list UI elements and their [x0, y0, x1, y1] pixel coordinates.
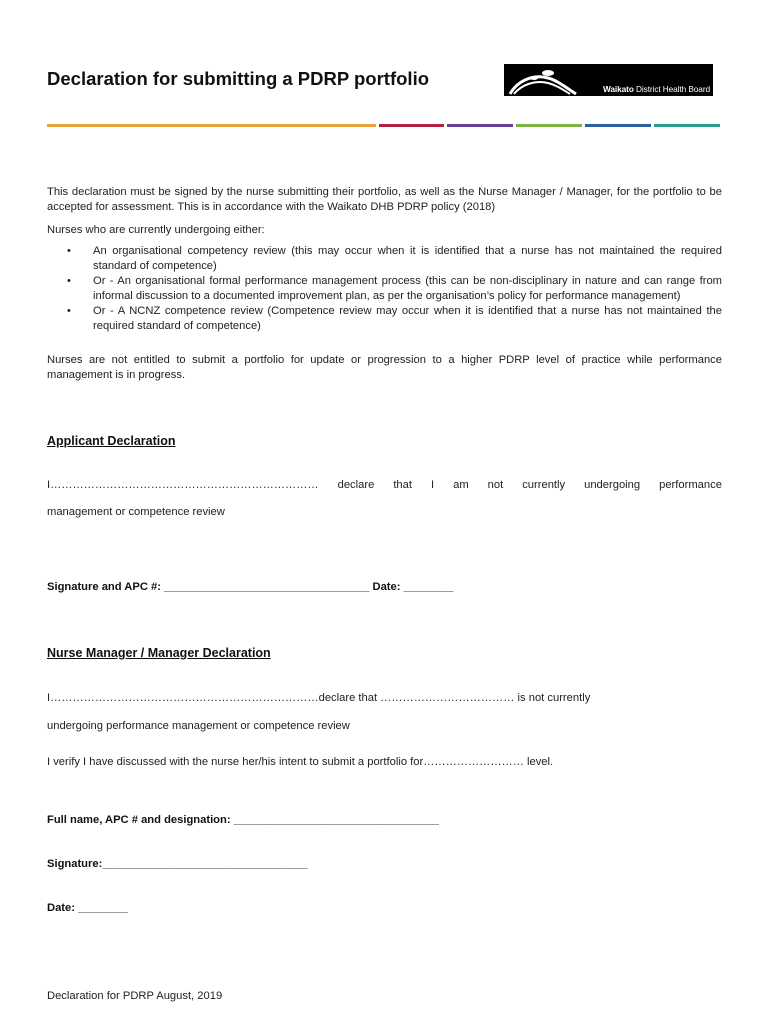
manager-declaration-heading: Nurse Manager / Manager Declaration — [47, 646, 271, 660]
divider-segment — [379, 124, 444, 127]
divider-segment — [516, 124, 582, 127]
divider-segment — [585, 124, 651, 127]
bullet-icon: • — [67, 305, 71, 317]
bullet-icon: • — [67, 245, 71, 257]
applicant-declaration-line — [47, 479, 722, 491]
full-name-field[interactable]: Full name, APC # and designation: _________________________________ — [47, 814, 440, 826]
word: not — [487, 479, 504, 491]
applicant-name-blank[interactable]: I……………………………………………………………… — [47, 479, 319, 491]
waikato-dhb-logo — [504, 64, 713, 96]
applicant-declaration-heading: Applicant Declaration — [47, 434, 176, 448]
word: currently — [522, 479, 566, 491]
manager-signature-field[interactable]: Signature:_________________________________ — [47, 858, 308, 870]
not-entitled-paragraph: Nurses are not entitled to submit a portfolio for update or progression to a higher PDRP level of practice while performance management is in progress. — [47, 354, 722, 381]
list-item: • Or - An organisational formal performance management process (this can be non-disciplinary in nature and can range from informal discussion to a documented improvement plan, as per the organisation’s policy for performance management) — [67, 275, 722, 302]
manager-date-field[interactable]: Date: ________ — [47, 902, 128, 914]
review-types-list — [47, 244, 722, 334]
word: that — [393, 479, 412, 491]
logo-swoosh-icon — [504, 64, 594, 96]
applicant-declaration-line2: management or competence review — [47, 506, 225, 518]
word: undergoing — [584, 479, 641, 491]
verify-level-line[interactable]: I verify I have discussed with the nurse her/his intent to submit a portfolio for……………………… level. — [47, 756, 554, 768]
intro-paragraph: This declaration must be signed by the nurse submitting their portfolio, as well as the Nurse Manager / Manager, for the portfolio to be accepted for assessment. This is in accordance with the Waikato DHB PDRP policy (2018) — [47, 186, 722, 213]
bullet-icon: • — [67, 275, 71, 287]
divider-segment — [447, 124, 513, 127]
logo-text: Waikato District Health Board — [603, 84, 710, 94]
word: am — [453, 479, 469, 491]
word: performance — [659, 479, 722, 491]
divider-segment — [47, 124, 376, 127]
divider-segment — [654, 124, 720, 127]
manager-declaration-line[interactable]: I………………………………………………………………declare that ……………………………… is not currently — [47, 692, 591, 704]
footer-text: Declaration for PDRP August, 2019 — [47, 990, 223, 1002]
word: declare — [337, 479, 375, 491]
intro-undergoing-text: Nurses who are currently undergoing either: — [47, 224, 265, 236]
applicant-signature-field[interactable]: Signature and APC #: _________________________________ Date: ________ — [47, 581, 454, 593]
list-item: • Or - A NCNZ competence review (Competence review may occur when it is identified that a nurse has not maintained the required standard of competence) — [67, 305, 722, 332]
manager-declaration-line2: undergoing performance management or competence review — [47, 720, 350, 732]
page-title: Declaration for submitting a PDRP portfolio — [47, 68, 430, 89]
list-item: • An organisational competency review (this may occur when it is identified that a nurse has not maintained the required standard of competence) — [67, 245, 722, 272]
word: I — [430, 479, 435, 491]
color-divider — [0, 124, 770, 128]
